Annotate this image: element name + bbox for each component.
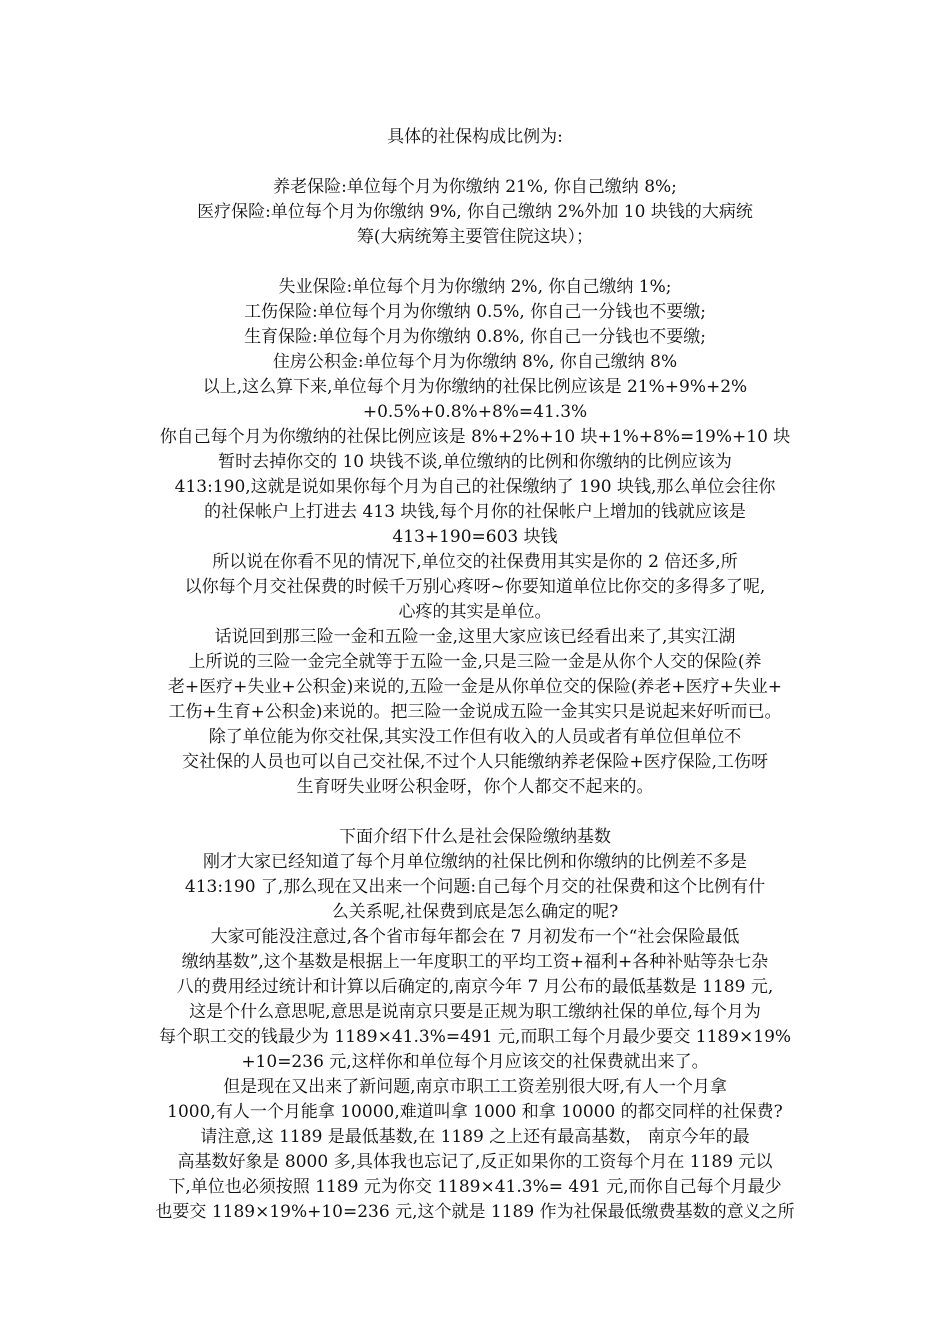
text-line: 养老保险:单位每个月为你缴纳 21%, 你自己缴纳 8%; xyxy=(273,177,677,197)
text-line: 但是现在又出来了新问题,南京市职工工资差别很大呀,有人一个月拿 xyxy=(223,1077,727,1097)
text-line: 高基数好象是 8000 多,具体我也忘记了,反正如果你的工资每个月在 1189 元以 xyxy=(177,1152,773,1172)
text-line: 交社保的人员也可以自己交社保,不过个人只能缴纳养老保险+医疗保险,工伤呀 xyxy=(181,752,769,772)
text-line: 413:190,这就是说如果你每个月为自己的社保缴纳了 190 块钱,那么单位会往你 xyxy=(174,477,776,497)
blank-line xyxy=(130,250,820,275)
text-line: 失业保险:单位每个月为你缴纳 2%, 你自己缴纳 1%; xyxy=(278,277,672,297)
text-line: 具体的社保构成比例为: xyxy=(387,127,563,147)
text-line: 请注意,这 1189 是最低基数,在 1189 之上还有最高基数， 南京今年的最 xyxy=(200,1127,750,1147)
text-line: 大家可能没注意过,各个省市每年都会在 7 月初发布一个“社会保险最低 xyxy=(210,927,740,947)
text-line: 这是个什么意思呢,意思是说南京只要是正规为职工缴纳社保的单位,每个月为 xyxy=(189,1002,761,1022)
text-line: 的社保帐户上打进去 413 块钱,每个月你的社保帐户上增加的钱就应该是 xyxy=(204,502,746,522)
text-line: 住房公积金:单位每个月为你缴纳 8%, 你自己缴纳 8% xyxy=(272,352,678,372)
text-line: 除了单位能为你交社保,其实没工作但有收入的人员或者有单位但单位不 xyxy=(208,727,742,747)
text-line: 每个职工交的钱最少为 1189×41.3%=491 元,而职工每个月最少要交 1189×19% xyxy=(158,1027,792,1047)
text-line: 413+190=603 块钱 xyxy=(392,527,558,547)
text-line: 下,单位也必须按照 1189 元为你交 1189×41.3%= 491 元,而你自己每个月最少 xyxy=(168,1177,782,1197)
text-line: 下面介绍下什么是社会保险缴纳基数 xyxy=(339,827,611,847)
text-line: 筹(大病统筹主要管住院这块）； xyxy=(356,227,594,247)
text-line: 也要交 1189×19%+10=236 元,这个就是 1189 作为社保最低缴费基数的意义之所 xyxy=(155,1202,795,1222)
text-line: +10=236 元,这样你和单位每个月应该交的社保费就出来了。 xyxy=(241,1052,709,1072)
text-line: 医疗保险:单位每个月为你缴纳 9%, 你自己缴纳 2%外加 10 块钱的大病统 xyxy=(197,202,753,222)
text-line: 你自己每个月为你缴纳的社保比例应该是 8%+2%+10 块+1%+8%=19%+10 块 xyxy=(159,427,791,447)
text-line: 生育保险:单位每个月为你缴纳 0.8%, 你自己一分钱也不要缴; xyxy=(244,327,706,347)
text-line: 八的费用经过统计和计算以后确定的,南京今年 7 月公布的最低基数是 1189 元, xyxy=(176,977,774,997)
text-line: 以你每个月交社保费的时候千万别心疼呀~你要知道单位比你交的多得多了呢, xyxy=(184,577,766,597)
text-line: 以上,这么算下来,单位每个月为你缴纳的社保比例应该是 21%+9%+2% xyxy=(202,377,748,397)
blank-line xyxy=(130,800,820,825)
text-line: 心疼的其实是单位。 xyxy=(398,602,552,622)
text-line: 缴纳基数”,这个基数是根据上一年度职工的平均工资+福利+各种补贴等杂七杂 xyxy=(181,952,769,972)
text-line: 工伤保险:单位每个月为你缴纳 0.5%, 你自己一分钱也不要缴; xyxy=(244,302,706,322)
text-line: 刚才大家已经知道了每个月单位缴纳的社保比例和你缴纳的比例差不多是 xyxy=(203,852,747,872)
blank-line xyxy=(130,150,820,175)
text-line: 话说回到那三险一金和五险一金,这里大家应该已经看出来了,其实江湖 xyxy=(214,627,736,647)
text-line: 么关系呢,社保费到底是怎么确定的呢? xyxy=(331,902,619,922)
text-line: 工伤+生育+公积金)来说的。把三险一金说成五险一金其实只是说起来好听而已。 xyxy=(168,702,782,722)
document-body xyxy=(130,125,820,1225)
text-line: +0.5%+0.8%+8%=41.3% xyxy=(362,402,588,422)
text-line: 暂时去掉你交的 10 块钱不谈,单位缴纳的比例和你缴纳的比例应该为 xyxy=(218,452,732,472)
text-line: 上所说的三险一金完全就等于五险一金,只是三险一金是从你个人交的保险(养 xyxy=(188,652,762,672)
text-line: 1000,有人一个月能拿 10000,难道叫拿 1000 和拿 10000 的都交同样的社保费? xyxy=(167,1102,783,1122)
text-line: 老+医疗+失业+公积金)来说的,五险一金是从你单位交的保险(养老+医疗+失业+ xyxy=(167,677,783,697)
text-line: 生育呀失业呀公积金呀，你个人都交不起来的。 xyxy=(296,777,654,797)
text-line: 所以说在你看不见的情况下,单位交的社保费用其实是你的 2 倍还多,所 xyxy=(212,552,738,572)
text-line: 413:190 了,那么现在又出来一个问题:自己每个月交的社保费和这个比例有什 xyxy=(184,877,766,897)
